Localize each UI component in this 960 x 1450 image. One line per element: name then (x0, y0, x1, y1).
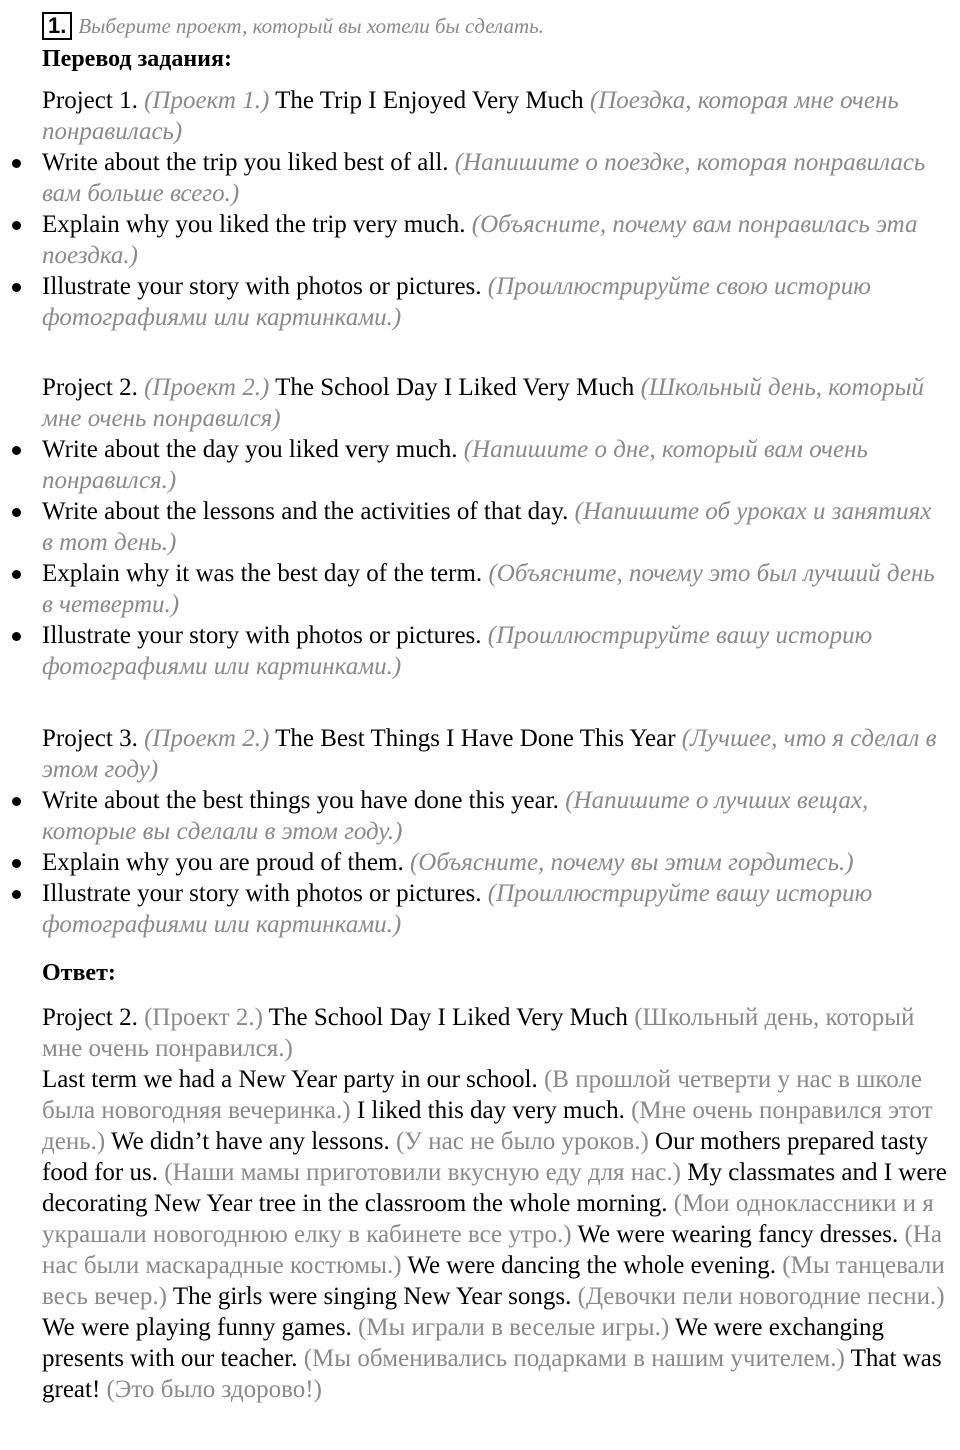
list-item: Write about the day you liked very much. (Напишите о дне, который вам очень понравился.) (42, 434, 947, 496)
list-item: Write about the lessons and the activities of that day. (Напишите об уроках и занятиях в тот день.) (42, 496, 947, 558)
project-title (42, 372, 947, 434)
project-name: The Trip I Enjoyed Very Much (275, 87, 584, 114)
task-header (42, 12, 544, 40)
project-1 (42, 85, 947, 333)
project-3 (42, 723, 947, 940)
answer-heading: Ответ: (42, 960, 116, 986)
list-item: Illustrate your story with photos or pictures. (Проиллюстрируйте вашу историю фотографиями или картинками.) (42, 620, 947, 682)
bullet-list (42, 147, 947, 333)
list-item: Write about the best things you have done this year. (Напишите о лучших вещах, которые вы сделали в этом году.) (42, 785, 947, 847)
list-item: Explain why it was the best day of the term. (Объясните, почему это был лучший день в четверти.) (42, 558, 947, 620)
project-name: The Best Things I Have Done This Year (275, 725, 676, 752)
project-label-ru: (Проект 1.) (144, 87, 270, 114)
answer-title: Project 2. (Проект 2.) The School Day I Liked Very Much (Школьный день, который мне очень понравился.) (42, 1004, 915, 1062)
task-number: 1. (42, 12, 72, 40)
list-item: Illustrate your story with photos or pictures. (Проиллюстрируйте вашу историю фотографиями или картинками.) (42, 878, 947, 940)
list-item: Explain why you liked the trip very much. (Объясните, почему вам понравилась эта поездка.) (42, 209, 947, 271)
project-label: Project 3. (42, 725, 138, 752)
project-name: The School Day I Liked Very Much (275, 374, 635, 401)
task-instruction: Выберите проект, который вы хотели бы сделать. (78, 13, 544, 38)
project-name-ru: (Лучшее, что я сделал в этом году) (42, 725, 937, 783)
project-title (42, 723, 947, 785)
answer-block (42, 1002, 947, 1405)
project-name-ru: (Поездка, которая мне очень понравилась) (42, 87, 899, 145)
list-item: Illustrate your story with photos or pictures. (Проиллюстрируйте свою историю фотографиями или картинками.) (42, 271, 947, 333)
translation-heading: Перевод задания: (42, 46, 232, 72)
answer-text: Last term we had a New Year party in our school. (В прошлой четверти у нас в школе была новогодняя вечеринка.) I liked this day very much. (Мне очень понравился этот день.) We didn’t have any lessons. (У нас не было уроков.) Our mothers prepared tasty food for us. (Наши мамы приготовили вкусную еду для нас.) My classmates and I were decorating New Year tree in the classroom the whole morning. (Мои одноклассники и я украшали новогоднюю елку в кабинете все утро.) We were wearing fancy dresses. (На нас были маскарадные костюмы.) We were dancing the whole evening. (Мы танцевали весь вечер.) The girls were singing New Year songs. (Девочки пели новогодние песни.) We were playing funny games. (Мы играли в веселые игры.) We were exchanging presents with our teacher. (Мы обменивались подарками в нашим учителем.) That was great! (Это было здорово!) (42, 1066, 947, 1403)
project-name-ru: (Школьный день, который мне очень понравился) (42, 374, 924, 432)
list-item: Write about the trip you liked best of all. (Напишите о поездке, которая понравилась вам больше всего.) (42, 147, 947, 209)
list-item: Explain why you are proud of them. (Объясните, почему вы этим гордитесь.) (42, 847, 947, 878)
project-label-ru: (Проект 2.) (144, 374, 270, 401)
bullet-list (42, 434, 947, 682)
project-label-ru: (Проект 2.) (144, 725, 270, 752)
project-label: Project 1. (42, 87, 138, 114)
project-title (42, 85, 947, 147)
project-2 (42, 372, 947, 682)
project-label: Project 2. (42, 374, 138, 401)
bullet-list (42, 785, 947, 940)
